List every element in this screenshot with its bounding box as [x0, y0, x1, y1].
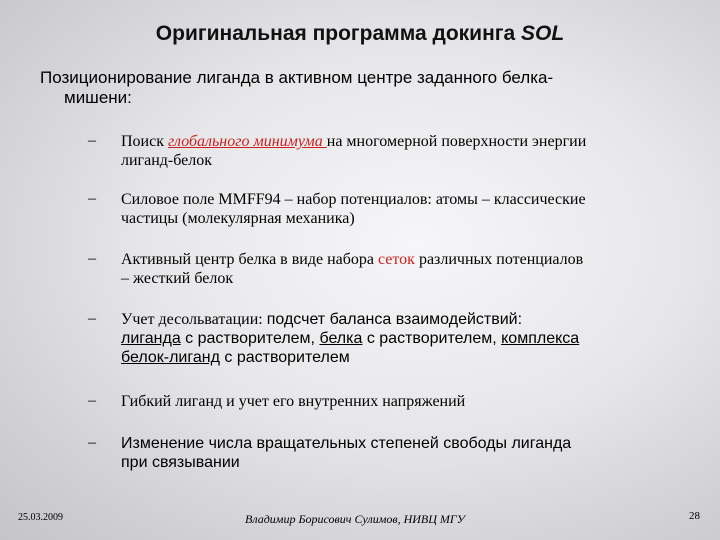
intro-line-2: мишени: [64, 88, 132, 107]
slide-title [0, 22, 720, 46]
item-text-part: комплекса [501, 330, 580, 347]
slide-title-program-name: SOL [521, 22, 565, 45]
intro-text [40, 68, 660, 108]
item-text-part: белка [319, 330, 363, 347]
bullet-dash: – [88, 190, 96, 207]
list-item-text [121, 392, 691, 411]
item-text-part: Учет десольватации: [121, 311, 267, 328]
item-text-part: частицы (молекулярная механика) [121, 210, 355, 227]
item-text-part: с растворителем, [362, 330, 502, 347]
item-text-part: лиганда [121, 330, 181, 347]
bullet-dash: – [88, 310, 96, 327]
item-text-part: Силовое поле MMFF94 – набор потенциалов: атомы – классические [121, 191, 586, 208]
item-text-part: Гибкий лиганд и учет его внутренних напряжений [121, 393, 466, 410]
bullet-dash: – [88, 434, 96, 451]
footer-date: 25.03.2009 [18, 512, 63, 523]
item-text-part: Поиск [121, 133, 168, 150]
list-item-text [121, 310, 691, 367]
item-text-part: лиганд-белок [121, 152, 213, 169]
item-text-part: с растворителем [219, 349, 350, 366]
item-text-part: подсчет баланса взаимодействий: [266, 311, 523, 328]
bullet-dash: – [88, 392, 96, 409]
item-text-part: на многомерной поверхности энергии [326, 133, 587, 150]
item-text-part: Активный центр белка в виде набора [121, 251, 378, 268]
bullet-dash: – [88, 132, 96, 149]
footer-author: Владимир Борисович Сулимов, НИВЦ МГУ [245, 512, 465, 526]
list-item-text [121, 190, 691, 228]
list-item-text [121, 434, 691, 472]
highlight-term: глобального минимума [168, 133, 327, 150]
item-text-part: – жесткий белок [121, 270, 234, 287]
item-text-part: различных потенциалов [414, 251, 584, 268]
item-text-part: Изменение числа вращательных степеней свободы лиганда [121, 435, 572, 452]
highlight-term: сеток [377, 251, 415, 268]
item-text-part: с растворителем, [180, 330, 320, 347]
slide-title-text: Оригинальная программа докинга [155, 22, 522, 45]
list-item-text [121, 250, 691, 288]
item-text-part: белок-лиганд [121, 349, 220, 366]
bullet-dash: – [88, 250, 96, 267]
list-item-text [121, 132, 691, 170]
page-number: 28 [689, 510, 700, 522]
item-text-part: при связывании [121, 454, 240, 471]
intro-line-1: Позиционирование лиганда в активном центре заданного белка- [40, 68, 554, 87]
